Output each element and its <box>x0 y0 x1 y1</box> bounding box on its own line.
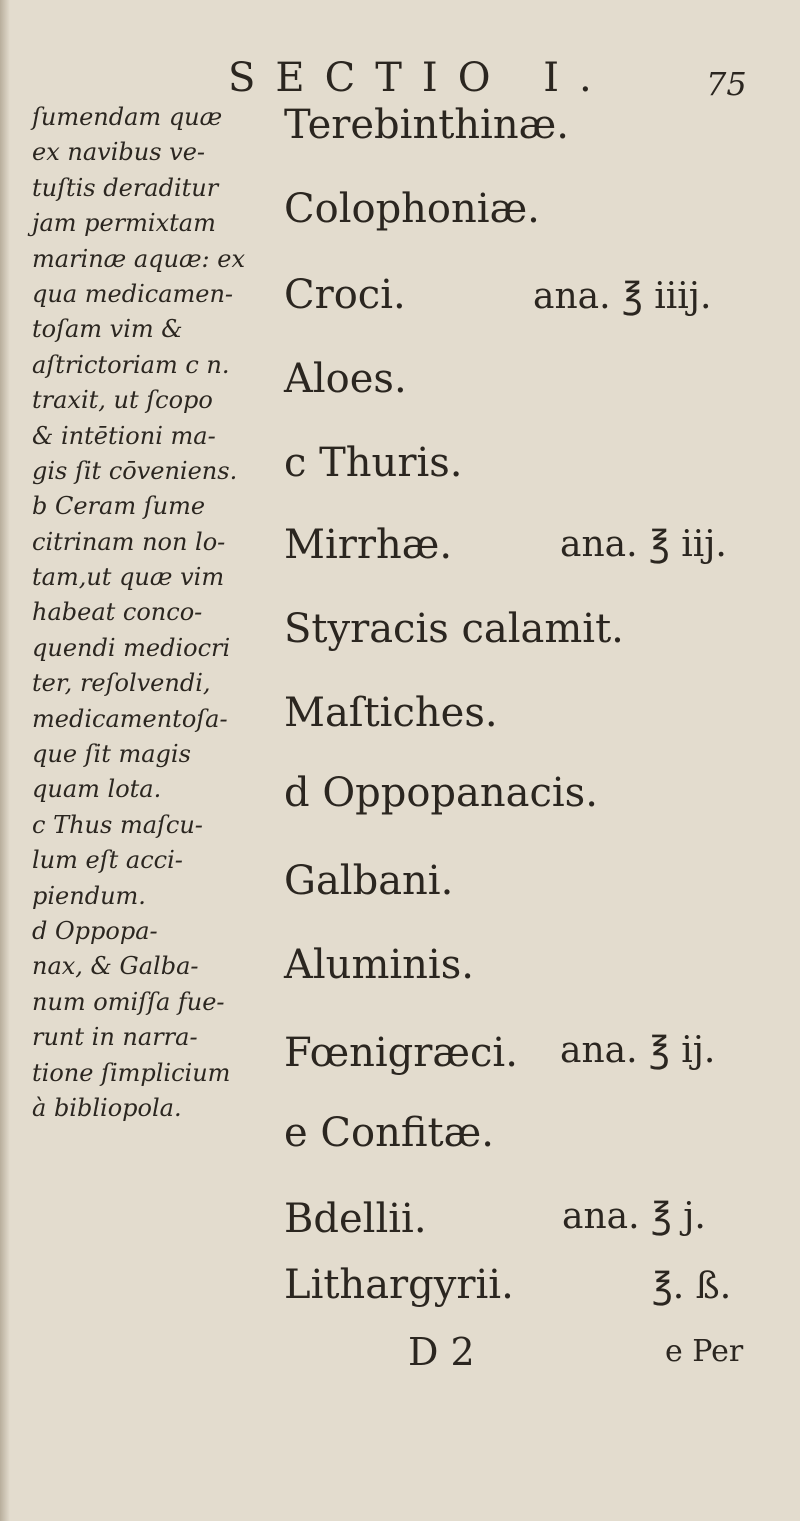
ingredient: Galbani. <box>284 858 454 904</box>
quantity-ana: ana. ℥ iiij. <box>533 276 712 317</box>
note-line: citrinam non lo- <box>32 527 226 556</box>
note-line: traxit, ut ſcopo <box>32 386 213 415</box>
signature-mark: D 2 <box>408 1330 475 1374</box>
ingredient: Fœnigræci. <box>284 1030 518 1076</box>
note-line: tuſtis deraditur <box>32 173 219 202</box>
note-line: quam lota. <box>32 775 162 804</box>
catchword: e Per <box>665 1334 744 1369</box>
ingredient: Maſtiches. <box>284 690 498 736</box>
page-footer <box>0 1330 800 1390</box>
note-line: nax, & Galba- <box>32 952 199 981</box>
note-line: b Ceram ſume <box>32 492 206 521</box>
note-line: num omiſſa fue- <box>32 987 225 1016</box>
ingredient: Styracis calamit. <box>284 606 624 652</box>
note-line: ter, reſolvendi, <box>32 669 211 698</box>
note-line: aſtrictoriam c n. <box>32 350 230 379</box>
note-line: quendi mediocri <box>32 633 231 662</box>
note-line: tam,ut quæ vim <box>32 563 225 592</box>
ingredient: d Oppopanacis. <box>284 770 598 816</box>
ingredient: Lithargyrii. <box>284 1262 514 1308</box>
note-line: marinæ aquæ: ex <box>32 244 245 273</box>
ingredient: Mirrhæ. <box>284 522 453 568</box>
note-line: gis ſit cōveniens. <box>32 456 238 485</box>
note-line: c Thus maſcu- <box>32 810 203 839</box>
note-line: ſumendam quæ <box>32 103 223 131</box>
quantity-ana: ana. ℥ ij. <box>560 1030 716 1071</box>
note-line: jam permixtam <box>32 209 216 238</box>
note-line: & intētioni ma- <box>32 421 216 450</box>
note-line: piendum. <box>32 881 146 910</box>
quantity-single: ℥. ß. <box>652 1266 732 1307</box>
note-line: ex navibus ve- <box>32 138 206 167</box>
note-line: qua medicamen- <box>32 279 234 308</box>
ingredient: Croci. <box>284 272 406 318</box>
quantity-ana: ana. ℥ j. <box>562 1196 706 1237</box>
ingredient: Terebinthinæ. <box>284 102 569 148</box>
note-line: toſam vim & <box>32 315 183 344</box>
note-line: medicamentoſa- <box>32 704 228 733</box>
ingredient: Bdellii. <box>284 1196 427 1242</box>
section-title: SECTIO I. <box>228 55 612 101</box>
ingredient: Colophoniæ. <box>284 186 540 232</box>
note-line: d Oppopa- <box>32 916 158 945</box>
note-line: habeat conco- <box>32 598 203 627</box>
page-number: 75 <box>706 65 747 103</box>
ingredient: c Thuris. <box>284 440 463 486</box>
ingredient: Aloes. <box>284 356 407 402</box>
quantity-ana: ana. ℥ iij. <box>560 524 727 565</box>
note-line: lum eſt acci- <box>32 846 183 875</box>
ingredient: Aluminis. <box>284 942 474 988</box>
note-line: tione ſimplicium <box>32 1058 231 1087</box>
note-line: runt in narra- <box>32 1023 198 1052</box>
ingredient: e Confitæ. <box>284 1110 494 1156</box>
note-line: à bibliopola. <box>32 1093 182 1122</box>
note-line: que ſit magis <box>32 740 191 769</box>
